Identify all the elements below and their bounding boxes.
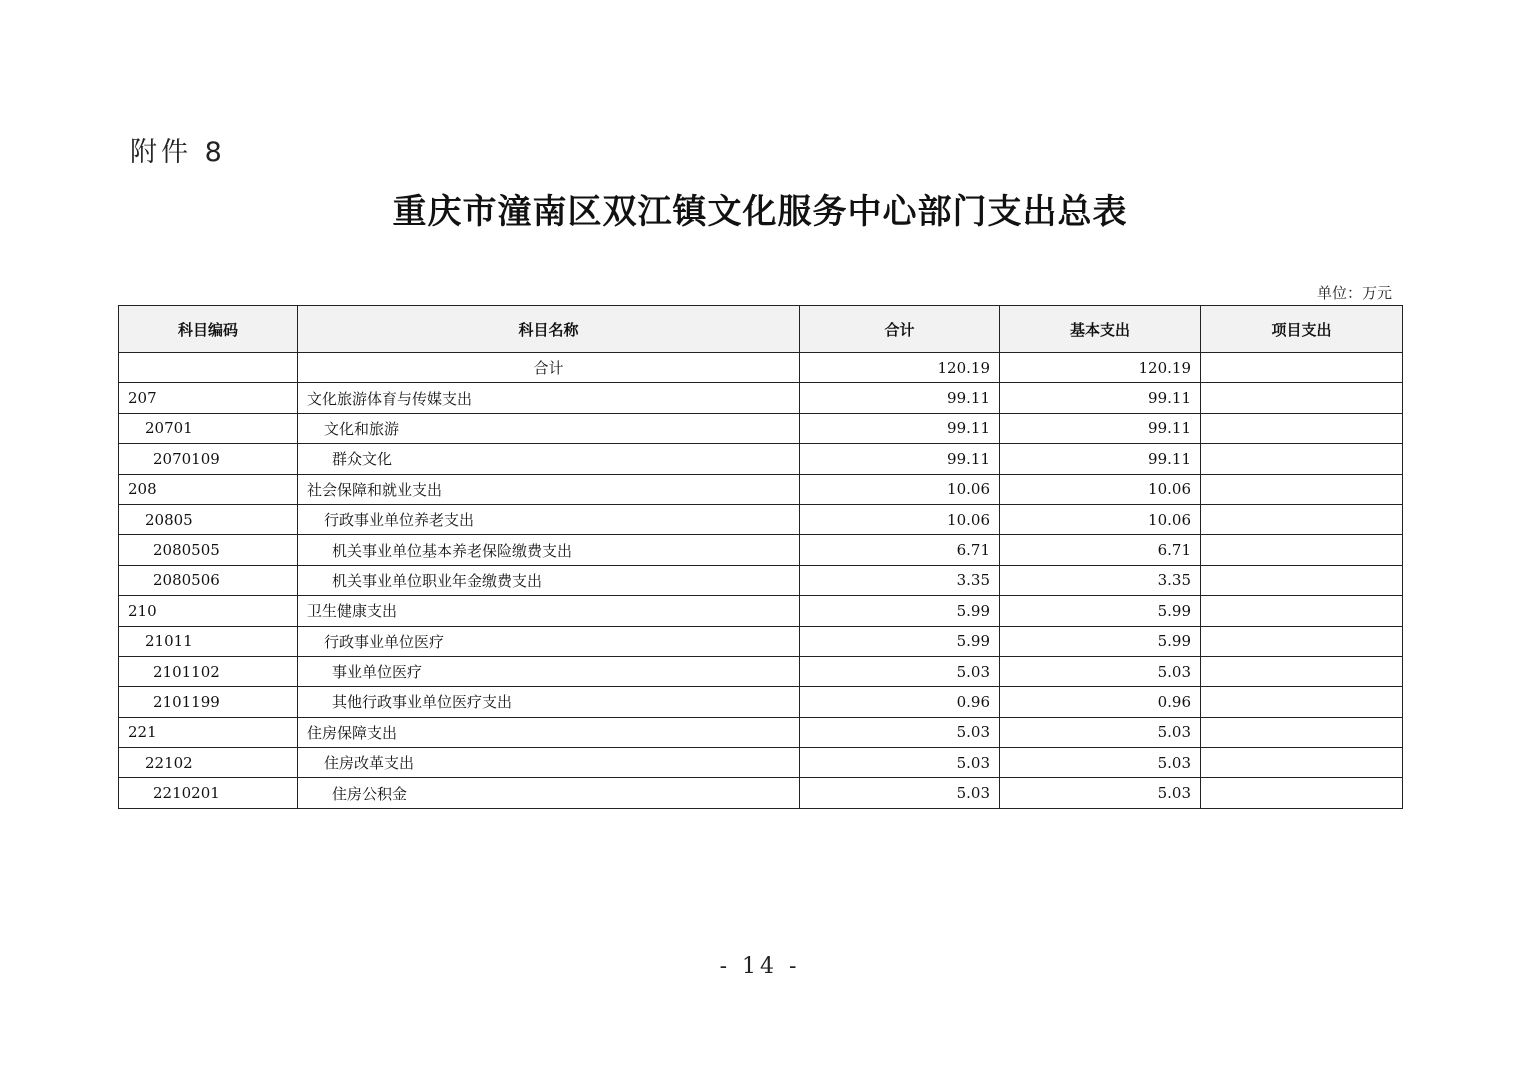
cell-project [1201, 504, 1403, 534]
cell-total: 10.06 [800, 474, 1000, 504]
cell-project [1201, 656, 1403, 686]
cell-name: 行政事业单位医疗 [298, 626, 800, 656]
cell-total: 3.35 [800, 565, 1000, 595]
table-row [119, 474, 1403, 504]
cell-project [1201, 474, 1403, 504]
table-row [119, 717, 1403, 747]
attachment-label: 附件 8 [130, 137, 226, 168]
table-row [119, 778, 1403, 808]
cell-project [1201, 444, 1403, 474]
cell-code: 221 [119, 717, 298, 747]
cell-name: 其他行政事业单位医疗支出 [298, 687, 800, 717]
cell-project [1201, 383, 1403, 413]
table-header-row [119, 306, 1403, 353]
cell-code: 2210201 [119, 778, 298, 808]
cell-total: 5.03 [800, 656, 1000, 686]
table-row [119, 535, 1403, 565]
header-project: 项目支出 [1201, 306, 1403, 353]
cell-total: 0.96 [800, 687, 1000, 717]
document-title: 重庆市潼南区双江镇文化服务中心部门支出总表 [392, 192, 1128, 232]
cell-name: 机关事业单位基本养老保险缴费支出 [298, 535, 800, 565]
table-row [119, 626, 1403, 656]
cell-total: 5.03 [800, 778, 1000, 808]
cell-basic: 3.35 [1000, 565, 1201, 595]
cell-total: 99.11 [800, 413, 1000, 443]
cell-code: 20805 [119, 504, 298, 534]
cell-name: 文化旅游体育与传媒支出 [298, 383, 800, 413]
table-row [119, 565, 1403, 595]
cell-code: 210 [119, 596, 298, 626]
cell-name: 住房保障支出 [298, 717, 800, 747]
cell-project [1201, 748, 1403, 778]
cell-project [1201, 596, 1403, 626]
cell-basic: 5.03 [1000, 748, 1201, 778]
table-row [119, 596, 1403, 626]
cell-total: 5.03 [800, 717, 1000, 747]
table-row [119, 383, 1403, 413]
header-code: 科目编码 [119, 306, 298, 353]
table-row [119, 504, 1403, 534]
cell-code: 2080506 [119, 565, 298, 595]
table-row [119, 748, 1403, 778]
page-number: - 14 - [719, 954, 801, 979]
cell-project [1201, 565, 1403, 595]
unit-label: 单位：万元 [1316, 284, 1392, 302]
cell-name: 群众文化 [298, 444, 800, 474]
cell-name: 事业单位医疗 [298, 656, 800, 686]
cell-name: 社会保障和就业支出 [298, 474, 800, 504]
cell-name: 住房公积金 [298, 778, 800, 808]
cell-basic: 5.99 [1000, 596, 1201, 626]
cell-code: 21011 [119, 626, 298, 656]
cell-basic: 5.03 [1000, 778, 1201, 808]
header-name: 科目名称 [298, 306, 800, 353]
cell-total: 5.99 [800, 596, 1000, 626]
total-row [119, 353, 1403, 383]
table-row [119, 444, 1403, 474]
cell-basic: 5.03 [1000, 656, 1201, 686]
header-total: 合计 [800, 306, 1000, 353]
cell-total: 6.71 [800, 535, 1000, 565]
cell-project [1201, 717, 1403, 747]
cell-code: 2101102 [119, 656, 298, 686]
cell-name: 卫生健康支出 [298, 596, 800, 626]
cell-basic: 0.96 [1000, 687, 1201, 717]
cell-code [119, 353, 298, 383]
cell-basic: 99.11 [1000, 383, 1201, 413]
cell-name: 合计 [298, 353, 800, 383]
cell-basic: 5.03 [1000, 717, 1201, 747]
cell-total: 99.11 [800, 444, 1000, 474]
table-row [119, 413, 1403, 443]
cell-project [1201, 353, 1403, 383]
cell-code: 208 [119, 474, 298, 504]
header-basic: 基本支出 [1000, 306, 1201, 353]
cell-code: 2080505 [119, 535, 298, 565]
cell-total: 5.99 [800, 626, 1000, 656]
cell-basic: 6.71 [1000, 535, 1201, 565]
cell-project [1201, 535, 1403, 565]
cell-project [1201, 687, 1403, 717]
cell-basic: 10.06 [1000, 474, 1201, 504]
cell-total: 99.11 [800, 383, 1000, 413]
table-row [119, 656, 1403, 686]
cell-total: 10.06 [800, 504, 1000, 534]
cell-basic: 120.19 [1000, 353, 1201, 383]
cell-basic: 99.11 [1000, 444, 1201, 474]
cell-basic: 99.11 [1000, 413, 1201, 443]
cell-name: 住房改革支出 [298, 748, 800, 778]
cell-name: 文化和旅游 [298, 413, 800, 443]
cell-project [1201, 626, 1403, 656]
cell-project [1201, 778, 1403, 808]
cell-project [1201, 413, 1403, 443]
cell-name: 行政事业单位养老支出 [298, 504, 800, 534]
cell-code: 207 [119, 383, 298, 413]
cell-code: 2070109 [119, 444, 298, 474]
expenditure-table [118, 305, 1403, 809]
table-row [119, 687, 1403, 717]
cell-code: 22102 [119, 748, 298, 778]
cell-name: 机关事业单位职业年金缴费支出 [298, 565, 800, 595]
cell-total: 5.03 [800, 748, 1000, 778]
cell-code: 20701 [119, 413, 298, 443]
cell-code: 2101199 [119, 687, 298, 717]
cell-basic: 10.06 [1000, 504, 1201, 534]
cell-basic: 5.99 [1000, 626, 1201, 656]
cell-total: 120.19 [800, 353, 1000, 383]
